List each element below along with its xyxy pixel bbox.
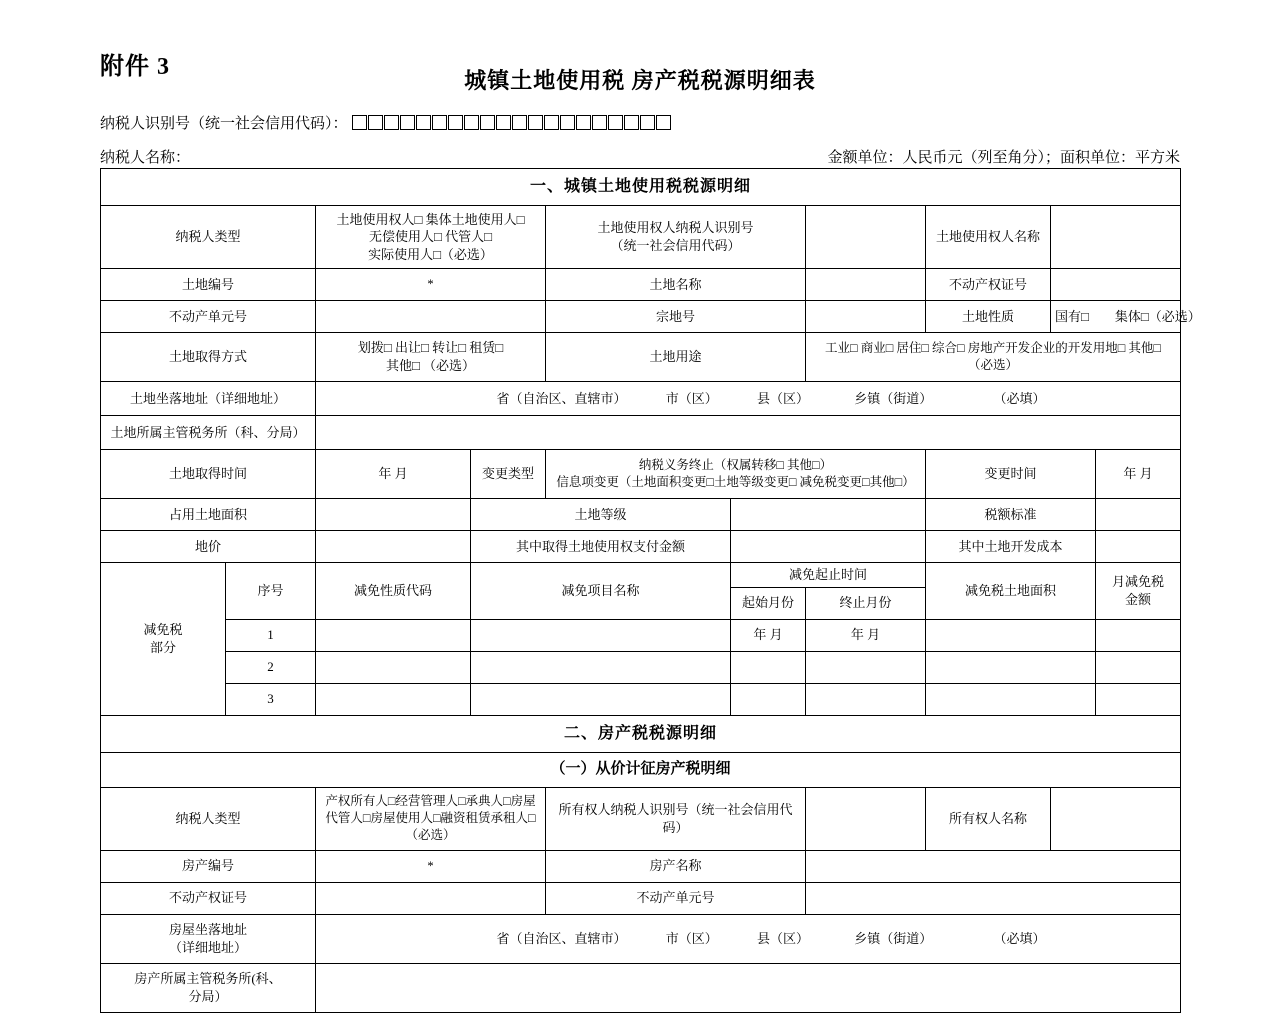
- reduction-row-amount[interactable]: [1096, 651, 1181, 683]
- row-acquire-method: [101, 333, 1181, 382]
- reduction-section-label-line2: 部分: [149, 639, 176, 655]
- taxpayer-id-box[interactable]: [624, 115, 639, 130]
- section2-subheading: （一）从价计征房产税明细: [101, 752, 1181, 787]
- units-note: 金额单位：人民币元（列至角分）；面积单位：平方米: [827, 150, 1180, 166]
- taxpayer-id-box[interactable]: [416, 115, 431, 130]
- house-address-value[interactable]: [316, 914, 1181, 963]
- land-use-options-line2: （必选）: [968, 358, 1019, 372]
- reduction-section-label-line1: 减免税: [143, 622, 183, 638]
- land-address-province: 省（自治区、直辖市）: [496, 390, 627, 406]
- reduction-row-end[interactable]: 年 月: [806, 619, 926, 651]
- property-realty-unit-no-input[interactable]: [806, 882, 1181, 914]
- paid-amount-label: 其中取得土地使用权支付金额: [471, 531, 731, 563]
- paid-amount-input[interactable]: [731, 531, 926, 563]
- reduction-col-nature-code: 减免性质代码: [316, 563, 471, 620]
- change-type-line1: 纳税义务终止（权属转移□ 其他□）: [638, 458, 833, 473]
- section1-heading: 一、城镇土地使用税税源明细: [101, 169, 1181, 206]
- land-nature-options[interactable]: 国有□ 集体□（必选）: [1051, 301, 1181, 333]
- land-price-label: 地价: [101, 531, 316, 563]
- property-tax-office-label: [101, 963, 316, 1012]
- acquire-method-options[interactable]: [316, 333, 546, 382]
- taxpayer-id-box[interactable]: [432, 115, 447, 130]
- reduction-row-nature-code[interactable]: [316, 651, 471, 683]
- reduction-row-project-name[interactable]: [471, 619, 731, 651]
- land-user-name-input[interactable]: [1051, 206, 1181, 269]
- row-property-tax-office: [101, 963, 1181, 1012]
- reduction-col-project-name: 减免项目名称: [471, 563, 731, 620]
- taxpayer-id-boxes[interactable]: [352, 115, 672, 130]
- taxpayer-id-box[interactable]: [576, 115, 591, 130]
- taxpayer-id-box[interactable]: [448, 115, 463, 130]
- section1-heading-row: [101, 169, 1181, 206]
- page-title: 城镇土地使用税 房产税税源明细表: [464, 68, 816, 93]
- land-user-id-label: [546, 206, 806, 269]
- property-tax-office-input[interactable]: [316, 963, 1181, 1012]
- change-type-options[interactable]: [546, 450, 926, 499]
- reduction-col-amount: [1096, 563, 1181, 620]
- reduction-col-amount-line2: 金额: [1125, 591, 1152, 607]
- land-use-options-line1: 工业□ 商业□ 居住□ 综合□ 房地产开发企业的开发用地□ 其他□: [825, 341, 1161, 356]
- row-realty-unit-no: [101, 301, 1181, 333]
- taxpayer-type-label: 纳税人类型: [101, 206, 316, 269]
- reduction-row-end[interactable]: [806, 683, 926, 715]
- land-address-required: （必填）: [993, 390, 1046, 406]
- land-user-id-label-line1: 土地使用权人纳税人识别号: [597, 220, 754, 236]
- taxpayer-id-box[interactable]: [464, 115, 479, 130]
- house-address-label: [101, 914, 316, 963]
- property-owner-id-label: 所有权人纳税人识别号（统一社会信用代码）: [546, 787, 806, 850]
- reduction-row-start[interactable]: [731, 683, 806, 715]
- dev-cost-input[interactable]: [1096, 531, 1181, 563]
- reduction-col-end-month: 终止月份: [806, 587, 926, 619]
- reduction-row-nature-code[interactable]: [316, 683, 471, 715]
- property-owner-name-label: 所有权人名称: [926, 787, 1051, 850]
- taxpayer-id-line: [100, 112, 672, 133]
- property-realty-cert-no-label: 不动产权证号: [101, 882, 316, 914]
- reduction-section-label: [101, 563, 226, 716]
- taxpayer-type-options-line3: 实际使用人□（必选）: [368, 246, 493, 262]
- taxpayer-id-box[interactable]: [528, 115, 543, 130]
- property-tax-office-label-line1: 房产所属主管税务所(科、: [134, 971, 282, 986]
- realty-cert-no-input[interactable]: [1051, 269, 1181, 301]
- taxpayer-id-box[interactable]: [592, 115, 607, 130]
- reduction-row-area[interactable]: [926, 683, 1096, 715]
- house-address-province: 省（自治区、直辖市）: [496, 930, 627, 946]
- reduction-row-seq: 1: [226, 619, 316, 651]
- taxpayer-type-options[interactable]: [316, 206, 546, 269]
- land-user-id-input[interactable]: [806, 206, 926, 269]
- taxpayer-id-box[interactable]: [352, 115, 367, 130]
- land-address-city: 市（区）: [665, 390, 718, 406]
- change-type-label: 变更类型: [471, 450, 546, 499]
- reduction-row-project-name[interactable]: [471, 683, 731, 715]
- tax-standard-input[interactable]: [1096, 499, 1181, 531]
- acquire-time-label: 土地取得时间: [101, 450, 316, 499]
- table-row: [101, 651, 1181, 683]
- realty-unit-no-label: 不动产单元号: [101, 301, 316, 333]
- property-no-label: 房产编号: [101, 850, 316, 882]
- land-no-label: 土地编号: [101, 269, 316, 301]
- taxpayer-id-box[interactable]: [656, 115, 671, 130]
- house-address-town: 乡镇（街道）: [854, 930, 933, 946]
- parcel-no-input[interactable]: [806, 301, 926, 333]
- row-property-no: [101, 850, 1181, 882]
- change-time-value[interactable]: 年 月: [1096, 450, 1181, 499]
- occupied-area-label: 占用土地面积: [101, 499, 316, 531]
- reduction-row-nature-code[interactable]: [316, 619, 471, 651]
- property-name-input[interactable]: [806, 850, 1181, 882]
- property-taxpayer-type-options[interactable]: 产权所有人□经营管理人□承典人□房屋代管人□房屋使用人□融资租赁承租人□（必选）: [316, 787, 546, 850]
- taxpayer-type-options-line1: 土地使用权人□ 集体土地使用人□: [336, 211, 525, 227]
- parcel-no-label: 宗地号: [546, 301, 806, 333]
- land-grade-label: 土地等级: [471, 499, 731, 531]
- change-time-label: 变更时间: [926, 450, 1096, 499]
- land-user-id-label-line2: （统一社会信用代码）: [610, 238, 741, 253]
- row-reduction-header-1: [101, 563, 1181, 588]
- land-address-label: 土地坐落地址（详细地址）: [101, 382, 316, 416]
- land-tax-office-label: 土地所属主管税务所（科、分局）: [101, 416, 316, 450]
- property-name-label: 房产名称: [546, 850, 806, 882]
- reduction-row-end[interactable]: [806, 651, 926, 683]
- realty-cert-no-label: 不动产权证号: [926, 269, 1051, 301]
- land-user-name-label: 土地使用权人名称: [926, 206, 1051, 269]
- reduction-col-start-month: 起始月份: [731, 587, 806, 619]
- section2-subheading-row: [101, 752, 1181, 787]
- land-grade-input[interactable]: [731, 499, 926, 531]
- row-house-address: [101, 914, 1181, 963]
- land-price-input[interactable]: [316, 531, 471, 563]
- reduction-col-seq: 序号: [226, 563, 316, 620]
- row-land-price: [101, 531, 1181, 563]
- tax-standard-label: 税额标准: [926, 499, 1096, 531]
- acquire-method-options-line1: 划拨□ 出让□ 转让□ 租赁□: [357, 340, 504, 356]
- taxpayer-type-options-line2: 无偿使用人□ 代管人□: [369, 229, 492, 245]
- row-land-tax-office: [101, 416, 1181, 450]
- land-address-town: 乡镇（街道）: [854, 390, 933, 406]
- taxpayer-id-box[interactable]: [368, 115, 383, 130]
- taxpayer-id-box[interactable]: [480, 115, 495, 130]
- taxpayer-id-box[interactable]: [400, 115, 415, 130]
- row-property-realty-cert: [101, 882, 1181, 914]
- section2-heading-row: [101, 715, 1181, 752]
- reduction-row-amount[interactable]: [1096, 683, 1181, 715]
- house-address-city: 市（区）: [665, 930, 718, 946]
- change-type-line2: 信息项变更（土地面积变更□土地等级变更□ 减免税变更□其他□）: [556, 475, 915, 489]
- acquire-method-label: 土地取得方式: [101, 333, 316, 382]
- land-tax-office-input[interactable]: [316, 416, 1181, 450]
- row-occupied-area: [101, 499, 1181, 531]
- table-row: [101, 619, 1181, 651]
- property-no-value[interactable]: *: [316, 850, 546, 882]
- house-address-label-line2: （详细地址）: [168, 939, 247, 955]
- tax-source-form-table: [100, 168, 1201, 1013]
- taxpayer-id-box[interactable]: [512, 115, 527, 130]
- attachment-number: 附件 3: [100, 54, 170, 80]
- land-nature-label: 土地性质: [926, 301, 1051, 333]
- reduction-row-project-name[interactable]: [471, 651, 731, 683]
- land-use-options[interactable]: [806, 333, 1181, 382]
- acquire-method-options-line2: 其他□ （必选）: [385, 358, 476, 373]
- reduction-row-seq: 3: [226, 683, 316, 715]
- row-taxpayer-type: [101, 206, 1181, 269]
- occupied-area-input[interactable]: [316, 499, 471, 531]
- taxpayer-id-box[interactable]: [544, 115, 559, 130]
- land-name-input[interactable]: [806, 269, 926, 301]
- acquire-time-value[interactable]: 年 月: [316, 450, 471, 499]
- taxpayer-id-box[interactable]: [496, 115, 511, 130]
- property-owner-name-input[interactable]: [1051, 787, 1181, 850]
- row-acquire-time: [101, 450, 1181, 499]
- taxpayer-name-label: 纳税人名称：: [100, 150, 191, 166]
- taxpayer-id-box[interactable]: [608, 115, 623, 130]
- row-land-no: [101, 269, 1181, 301]
- reduction-row-start[interactable]: [731, 651, 806, 683]
- land-use-label: 土地用途: [546, 333, 806, 382]
- reduction-row-start[interactable]: 年 月: [731, 619, 806, 651]
- property-realty-unit-no-label: 不动产单元号: [546, 882, 806, 914]
- taxpayer-id-box[interactable]: [640, 115, 655, 130]
- property-taxpayer-type-label: 纳税人类型: [101, 787, 316, 850]
- reduction-row-amount[interactable]: [1096, 619, 1181, 651]
- house-address-county: 县（区）: [757, 930, 810, 946]
- table-row: [101, 683, 1181, 715]
- house-address-required: （必填）: [993, 930, 1046, 946]
- realty-unit-no-input[interactable]: [316, 301, 546, 333]
- property-owner-id-input[interactable]: [806, 787, 926, 850]
- property-tax-office-label-line2: 分局）: [188, 988, 228, 1004]
- property-realty-cert-no-input[interactable]: [316, 882, 546, 914]
- row-land-address: [101, 382, 1181, 416]
- row-property-taxpayer-type: [101, 787, 1181, 850]
- land-address-value[interactable]: [316, 382, 1181, 416]
- taxpayer-id-box[interactable]: [384, 115, 399, 130]
- taxpayer-id-label: 纳税人识别号（统一社会信用代码）：: [100, 116, 348, 132]
- reduction-col-amount-line1: 月减免税: [1112, 574, 1165, 590]
- dev-cost-label: 其中土地开发成本: [926, 531, 1096, 563]
- land-address-county: 县（区）: [757, 390, 810, 406]
- reduction-row-seq: 2: [226, 651, 316, 683]
- land-no-value[interactable]: *: [316, 269, 546, 301]
- taxpayer-id-box[interactable]: [560, 115, 575, 130]
- reduction-row-area[interactable]: [926, 619, 1096, 651]
- house-address-label-line1: 房屋坐落地址: [168, 922, 247, 937]
- reduction-col-period: 减免起止时间: [731, 563, 926, 588]
- reduction-col-area: 减免税土地面积: [926, 563, 1096, 620]
- section2-heading: 二、房产税税源明细: [101, 715, 1181, 752]
- land-name-label: 土地名称: [546, 269, 806, 301]
- reduction-row-area[interactable]: [926, 651, 1096, 683]
